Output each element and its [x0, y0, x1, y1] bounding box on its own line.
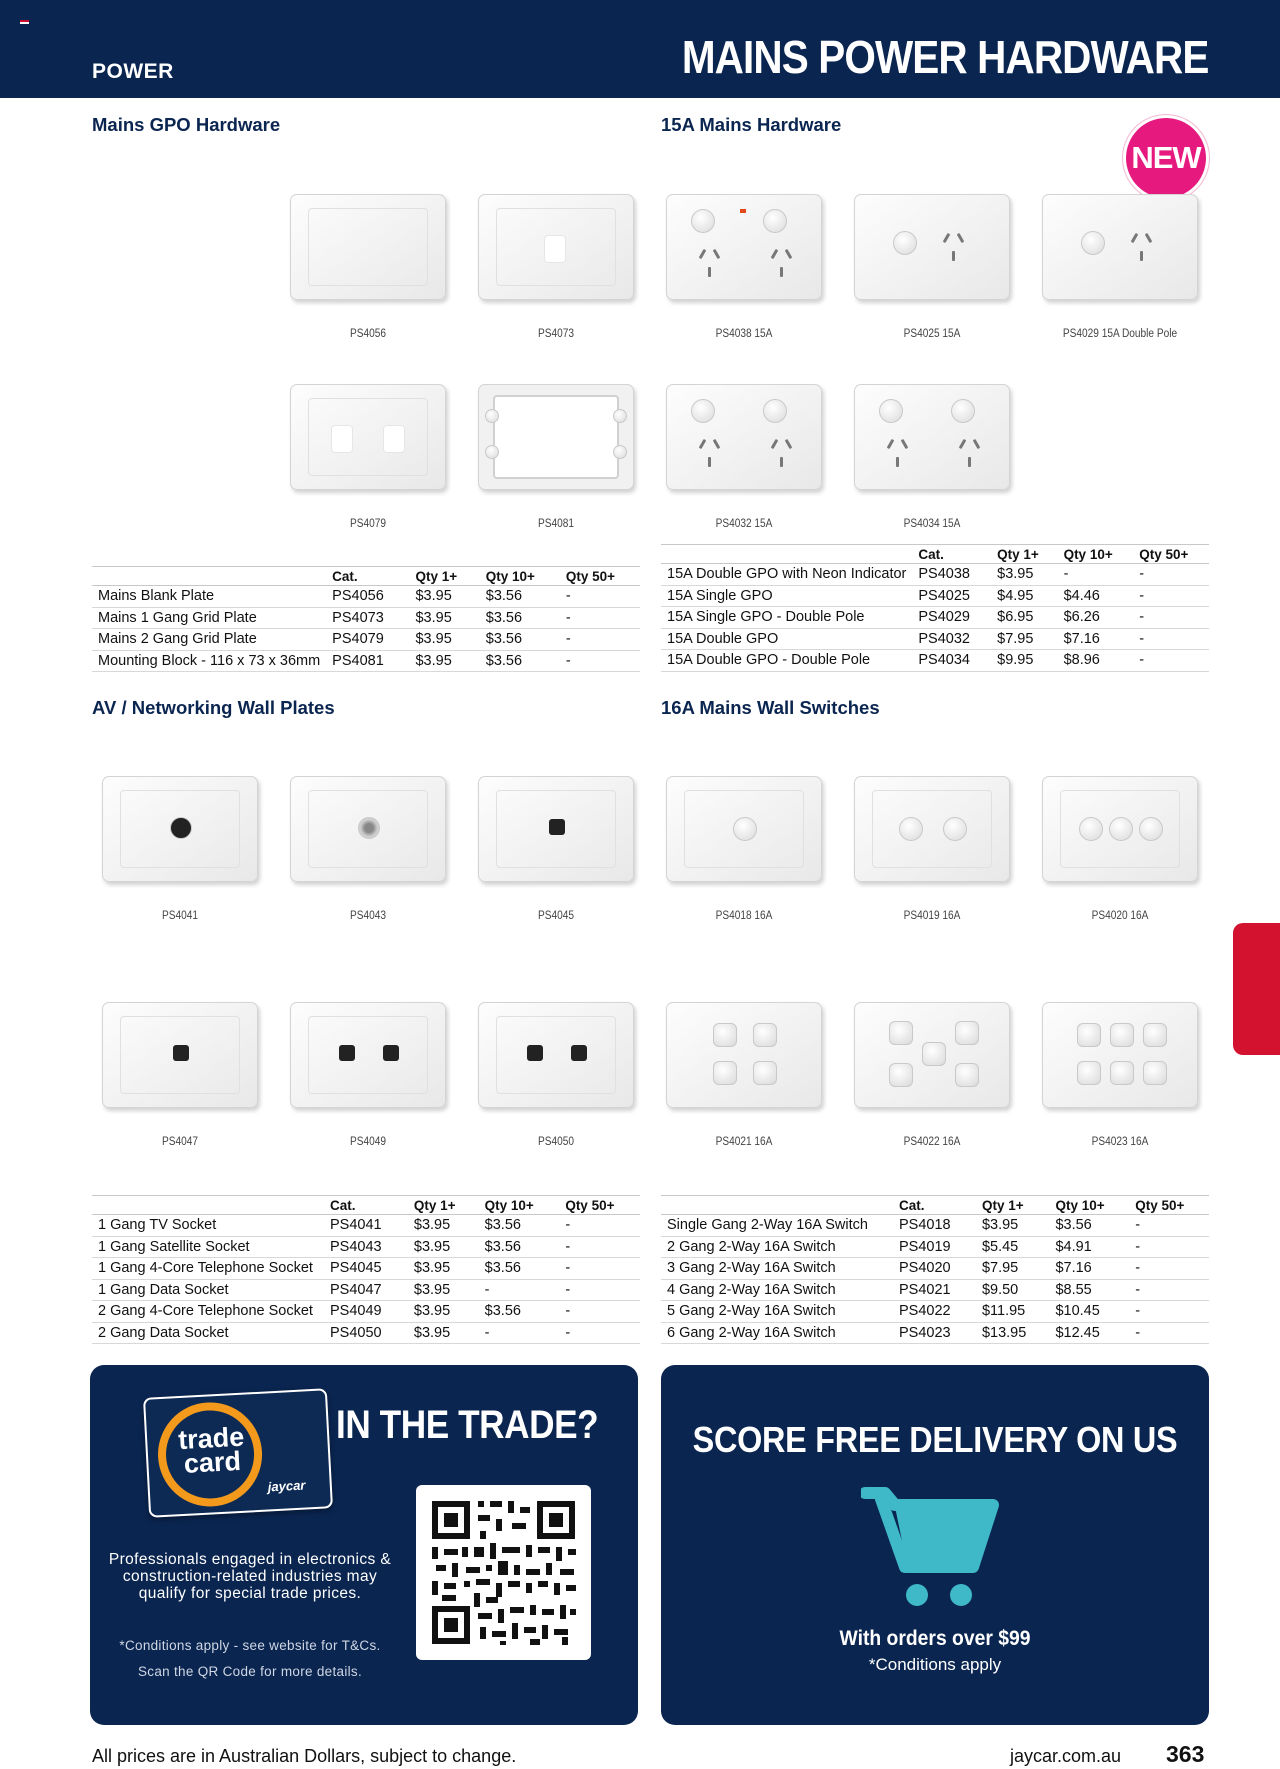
table-row — [661, 1215, 1209, 1237]
cell: $3.95 — [991, 564, 1057, 586]
cell: $12.45 — [1049, 1322, 1129, 1344]
cell: - — [1129, 1301, 1209, 1323]
cell: $3.95 — [976, 1215, 1050, 1237]
cell: $3.56 — [480, 629, 560, 651]
cell: 2 Gang 2-Way 16A Switch — [661, 1236, 893, 1258]
delivery-subheading: With orders over $99 — [839, 1627, 1031, 1650]
cell: PS4043 — [324, 1236, 408, 1258]
price-table-gpo — [92, 566, 640, 672]
table-row — [92, 1279, 640, 1301]
wall-plate-image — [288, 188, 448, 306]
switch-2-gang-image — [852, 770, 1012, 888]
cell: - — [560, 607, 640, 629]
product-card[interactable] — [840, 188, 1024, 340]
cell: $3.95 — [409, 607, 479, 629]
cell: Mains 1 Gang Grid Plate — [92, 607, 326, 629]
cell: $3.56 — [1049, 1215, 1129, 1237]
cell: - — [559, 1301, 640, 1323]
cell: - — [560, 629, 640, 651]
table-header: Qty 50+ — [1133, 545, 1209, 564]
product-code: PS4021 16A — [715, 1136, 773, 1148]
double-gpo-image — [664, 378, 824, 496]
product-card[interactable] — [276, 378, 460, 530]
price-table-16a — [661, 1195, 1209, 1344]
cell: - — [559, 1322, 640, 1344]
section-tab[interactable] — [1233, 923, 1280, 1055]
cell: 2 Gang Data Socket — [92, 1322, 324, 1344]
table-header: Cat. — [324, 1196, 408, 1215]
cell: - — [1133, 650, 1209, 672]
tv-socket-image — [100, 770, 260, 888]
table-row — [92, 1236, 640, 1258]
cell: Mounting Block - 116 x 73 x 36mm — [92, 650, 326, 672]
cell: $3.95 — [409, 586, 479, 608]
cell: $4.91 — [1049, 1236, 1129, 1258]
single-gpo-double-pole-image — [1040, 188, 1200, 306]
cell: - — [479, 1322, 560, 1344]
cell: $3.56 — [479, 1215, 560, 1237]
table-row — [661, 650, 1209, 672]
cell: - — [559, 1258, 640, 1280]
cell: - — [560, 650, 640, 672]
cell: Mains 2 Gang Grid Plate — [92, 629, 326, 651]
table-row — [92, 1258, 640, 1280]
page-header — [0, 0, 1280, 98]
telephone-socket-2-gang-image — [288, 996, 448, 1114]
product-card[interactable] — [1028, 188, 1212, 340]
cell: PS4018 — [893, 1215, 976, 1237]
product-card[interactable] — [1028, 770, 1212, 922]
product-code: PS4045 — [537, 910, 575, 922]
product-code: PS4020 16A — [1091, 910, 1149, 922]
cell: $13.95 — [976, 1322, 1050, 1344]
cell: PS4047 — [324, 1279, 408, 1301]
switch-6-gang-image — [1040, 996, 1200, 1114]
product-card[interactable] — [464, 996, 648, 1148]
product-card[interactable] — [652, 188, 836, 340]
product-card[interactable] — [652, 770, 836, 922]
price-table-15a — [661, 544, 1209, 672]
section-label: POWER — [92, 60, 174, 83]
cell: Single Gang 2-Way 16A Switch — [661, 1215, 893, 1237]
table-header: Qty 50+ — [1129, 1196, 1209, 1215]
cell: $6.26 — [1058, 607, 1134, 629]
cell: $3.95 — [408, 1236, 479, 1258]
table-row — [92, 586, 640, 608]
table-row — [92, 1322, 640, 1344]
product-code: PS4050 — [537, 1136, 575, 1148]
product-code: PS4034 15A — [903, 518, 961, 530]
table-header: Cat. — [326, 567, 409, 586]
cell: 3 Gang 2-Way 16A Switch — [661, 1258, 893, 1280]
cell: - — [559, 1215, 640, 1237]
cell: $4.46 — [1058, 585, 1134, 607]
qr-code-icon — [416, 1485, 591, 1660]
trade-heading: IN THE TRADE? — [336, 1403, 599, 1447]
double-gpo-image — [664, 188, 824, 306]
table-header: Cat. — [912, 545, 991, 564]
cell: $9.95 — [991, 650, 1057, 672]
table-header: Qty 10+ — [479, 1196, 560, 1215]
table-header: Qty 1+ — [409, 567, 479, 586]
table-header — [92, 1196, 324, 1215]
product-code: PS4047 — [161, 1136, 199, 1148]
wall-plate-image — [476, 188, 636, 306]
table-header — [661, 545, 912, 564]
cell: 15A Double GPO with Neon Indicator — [661, 564, 912, 586]
cell: - — [1129, 1322, 1209, 1344]
footer-url[interactable]: jaycar.com.au — [1010, 1746, 1122, 1766]
table-header: Qty 1+ — [408, 1196, 479, 1215]
trade-card-logo: trade card jaycar — [143, 1388, 333, 1517]
flag-icon — [20, 20, 29, 26]
product-code: PS4049 — [349, 1136, 387, 1148]
cell: PS4032 — [912, 628, 991, 650]
cell: PS4029 — [912, 607, 991, 629]
data-socket-2-gang-image — [476, 996, 636, 1114]
cell: - — [1058, 564, 1134, 586]
product-code: PS4043 — [349, 910, 387, 922]
delivery-conditions: *Conditions apply — [868, 1655, 1002, 1674]
product-code: PS4081 — [537, 518, 575, 530]
table-row — [661, 628, 1209, 650]
telephone-socket-image — [476, 770, 636, 888]
cell: PS4038 — [912, 564, 991, 586]
trade-panel[interactable] — [90, 1365, 638, 1725]
product-card[interactable] — [464, 770, 648, 922]
product-card[interactable] — [276, 770, 460, 922]
cell: - — [1129, 1279, 1209, 1301]
table-row — [92, 1301, 640, 1323]
mounting-block-image — [476, 378, 636, 496]
cell: 15A Single GPO — [661, 585, 912, 607]
switch-4-gang-image — [664, 996, 824, 1114]
cell: $11.95 — [976, 1301, 1050, 1323]
cell: $6.95 — [991, 607, 1057, 629]
double-gpo-double-pole-image — [852, 378, 1012, 496]
cell: 1 Gang Satellite Socket — [92, 1236, 324, 1258]
cell: 15A Double GPO — [661, 628, 912, 650]
cell: PS4023 — [893, 1322, 976, 1344]
cell: - — [1133, 564, 1209, 586]
cell: PS4056 — [326, 586, 409, 608]
cell: - — [1129, 1236, 1209, 1258]
product-card[interactable] — [276, 996, 460, 1148]
product-card[interactable] — [276, 188, 460, 340]
section-title-15a: 15A Mains Hardware — [661, 114, 842, 135]
delivery-heading: SCORE FREE DELIVERY ON US — [692, 1419, 1178, 1460]
cell: 5 Gang 2-Way 16A Switch — [661, 1301, 893, 1323]
cell: - — [1133, 585, 1209, 607]
table-row — [661, 564, 1209, 586]
cell: $5.45 — [976, 1236, 1050, 1258]
cell: $3.95 — [408, 1279, 479, 1301]
table-header: Qty 10+ — [1058, 545, 1134, 564]
cell: $7.95 — [991, 628, 1057, 650]
section-title-gpo: Mains GPO Hardware — [92, 114, 281, 135]
product-code: PS4038 15A — [715, 328, 773, 340]
cell: $8.55 — [1049, 1279, 1129, 1301]
product-code: PS4023 16A — [1091, 1136, 1149, 1148]
wall-plate-image — [288, 378, 448, 496]
price-table-av — [92, 1195, 640, 1344]
cell: PS4081 — [326, 650, 409, 672]
cell: Mains Blank Plate — [92, 586, 326, 608]
delivery-panel[interactable] — [661, 1365, 1209, 1725]
table-header — [661, 1196, 893, 1215]
cell: $3.95 — [409, 629, 479, 651]
table-row — [661, 1301, 1209, 1323]
table-row — [661, 1322, 1209, 1344]
switch-5-gang-image — [852, 996, 1012, 1114]
cell: - — [560, 586, 640, 608]
table-header: Cat. — [893, 1196, 976, 1215]
cell: $3.95 — [409, 650, 479, 672]
product-code: PS4073 — [537, 328, 575, 340]
cell: $3.56 — [479, 1258, 560, 1280]
cell: PS4079 — [326, 629, 409, 651]
conditions-text: *Conditions apply - see website for T&Cs. — [119, 1638, 381, 1653]
cell: $3.95 — [408, 1258, 479, 1280]
product-card[interactable] — [840, 378, 1024, 530]
cell: PS4045 — [324, 1258, 408, 1280]
table-header: Qty 1+ — [991, 545, 1057, 564]
cell: $3.95 — [408, 1301, 479, 1323]
section-title-16a: 16A Mains Wall Switches — [661, 697, 880, 718]
cell: $10.45 — [1049, 1301, 1129, 1323]
product-card[interactable] — [652, 378, 836, 530]
cell: PS4022 — [893, 1301, 976, 1323]
cell: PS4021 — [893, 1279, 976, 1301]
cell: $8.96 — [1058, 650, 1134, 672]
cell: 2 Gang 4-Core Telephone Socket — [92, 1301, 324, 1323]
table-row — [661, 1258, 1209, 1280]
product-card[interactable] — [464, 378, 648, 530]
switch-3-gang-image — [1040, 770, 1200, 888]
table-row — [661, 1279, 1209, 1301]
cell: $3.56 — [480, 586, 560, 608]
cell: $3.56 — [480, 607, 560, 629]
product-card[interactable] — [840, 996, 1024, 1148]
product-code: PS4019 16A — [903, 910, 961, 922]
product-code: PS4022 16A — [903, 1136, 961, 1148]
cell: PS4025 — [912, 585, 991, 607]
cell: PS4073 — [326, 607, 409, 629]
table-row — [92, 1215, 640, 1237]
cell: $3.56 — [480, 650, 560, 672]
cell: 15A Double GPO - Double Pole — [661, 650, 912, 672]
cell: PS4049 — [324, 1301, 408, 1323]
cell: 6 Gang 2-Way 16A Switch — [661, 1322, 893, 1344]
cell: PS4034 — [912, 650, 991, 672]
cell: 4 Gang 2-Way 16A Switch — [661, 1279, 893, 1301]
table-row — [661, 585, 1209, 607]
product-code: PS4025 15A — [903, 328, 961, 340]
cell: - — [559, 1236, 640, 1258]
data-socket-image — [100, 996, 260, 1114]
cell: 15A Single GPO - Double Pole — [661, 607, 912, 629]
cell: PS4041 — [324, 1215, 408, 1237]
table-row — [661, 607, 1209, 629]
product-code: PS4018 16A — [715, 910, 773, 922]
product-code: PS4029 15A Double Pole — [1062, 328, 1178, 340]
cell: 1 Gang TV Socket — [92, 1215, 324, 1237]
cell: PS4020 — [893, 1258, 976, 1280]
cell: $3.95 — [408, 1215, 479, 1237]
table-row — [92, 650, 640, 672]
table-row — [661, 1236, 1209, 1258]
table-header: Qty 10+ — [1049, 1196, 1129, 1215]
page-title: MAINS POWER HARDWARE — [681, 31, 1208, 83]
product-card[interactable] — [88, 770, 272, 922]
cell: $7.16 — [1049, 1258, 1129, 1280]
switch-1-gang-image — [664, 770, 824, 888]
product-card[interactable] — [840, 770, 1024, 922]
table-header: Qty 50+ — [559, 1196, 640, 1215]
table-header: Qty 10+ — [480, 567, 560, 586]
page-number: 363 — [1166, 1741, 1205, 1767]
cell: - — [479, 1279, 560, 1301]
satellite-socket-image — [288, 770, 448, 888]
new-badge: NEW — [1126, 118, 1206, 198]
cell: $9.50 — [976, 1279, 1050, 1301]
qr-code[interactable] — [416, 1485, 591, 1660]
product-card[interactable] — [464, 188, 648, 340]
product-code: PS4032 15A — [715, 518, 773, 530]
trade-description: Professionals engaged in electronics & construction-related industries may qualify for special trade prices. — [108, 1551, 392, 1602]
table-header: Qty 50+ — [560, 567, 640, 586]
cell: - — [1133, 628, 1209, 650]
cell: - — [1133, 607, 1209, 629]
cell: PS4050 — [324, 1322, 408, 1344]
product-card[interactable] — [1028, 996, 1212, 1148]
footer-note: All prices are in Australian Dollars, subject to change. — [92, 1746, 517, 1766]
cell: 1 Gang Data Socket — [92, 1279, 324, 1301]
table-header — [92, 567, 326, 586]
cell: $4.95 — [991, 585, 1057, 607]
table-header: Qty 1+ — [976, 1196, 1050, 1215]
section-title-av: AV / Networking Wall Plates — [92, 697, 335, 718]
table-row — [92, 607, 640, 629]
cell: $3.56 — [479, 1301, 560, 1323]
cell: - — [1129, 1258, 1209, 1280]
product-card[interactable] — [88, 996, 272, 1148]
cell: $7.95 — [976, 1258, 1050, 1280]
trade-conditions — [106, 1633, 394, 1685]
scan-text: Scan the QR Code for more details. — [137, 1664, 363, 1679]
product-code: PS4079 — [349, 518, 387, 530]
cell: $7.16 — [1058, 628, 1134, 650]
product-code: PS4056 — [349, 328, 387, 340]
cell: PS4019 — [893, 1236, 976, 1258]
product-card[interactable] — [652, 996, 836, 1148]
cell: $3.56 — [479, 1236, 560, 1258]
cell: - — [1129, 1215, 1209, 1237]
table-row — [92, 629, 640, 651]
single-gpo-image — [852, 188, 1012, 306]
cell: 1 Gang 4-Core Telephone Socket — [92, 1258, 324, 1280]
cell: - — [559, 1279, 640, 1301]
shopping-cart-icon — [861, 1483, 1001, 1613]
product-code: PS4041 — [161, 910, 199, 922]
cell: $3.95 — [408, 1322, 479, 1344]
